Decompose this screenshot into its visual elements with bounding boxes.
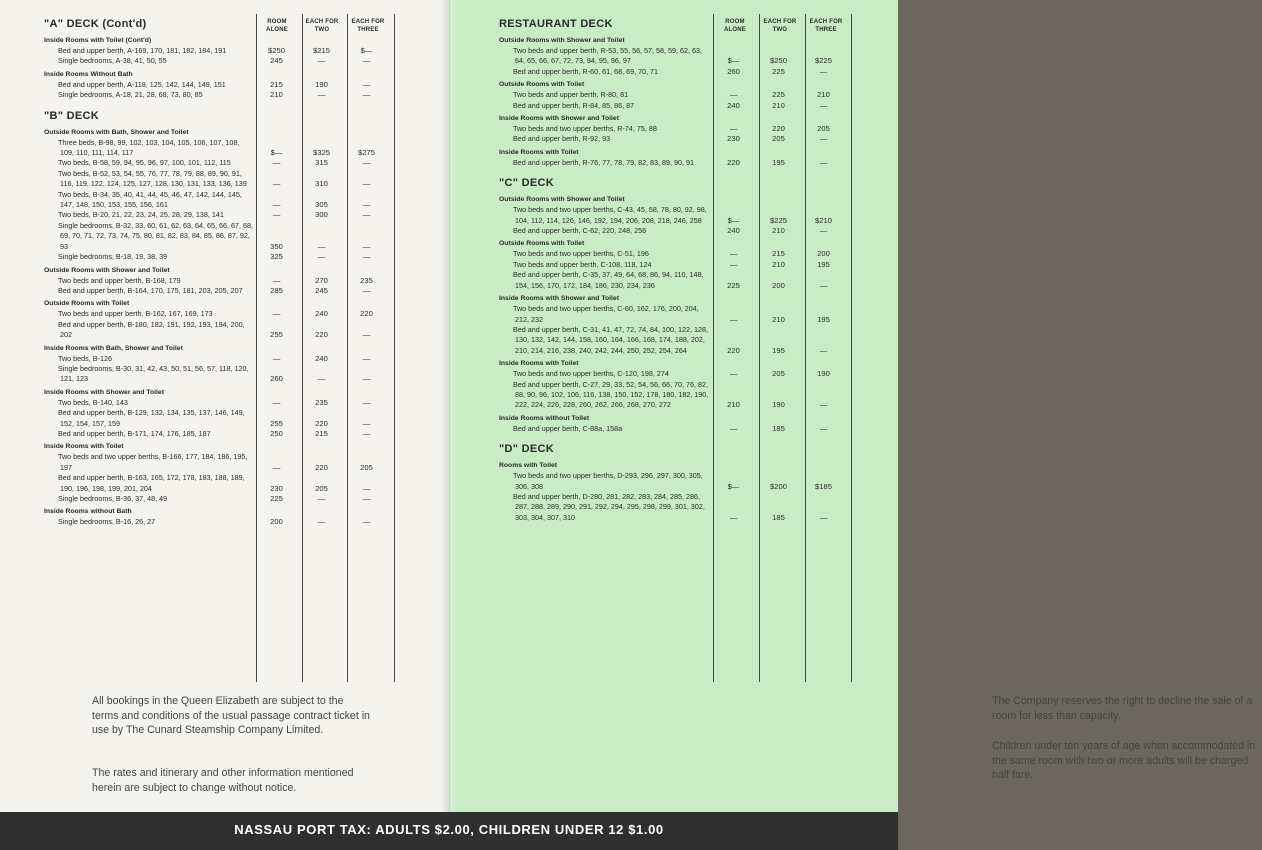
rate-room-alone: 230: [270, 483, 283, 493]
room-description: Single bedrooms, B-32, 33, 60, 61, 62, 63, 64, 65, 66, 67, 68, 69, 70, 71, 72, 73, 74, 75, 80, 81, 82, 83, 84, 85, 86, 87, 92, 93: [58, 220, 253, 251]
room-description: Two beds and upper berth, R-53, 55, 56, 57, 58, 59, 62, 63, 64, 65, 66, 67, 72, 73, 94, 95, 96, 97: [513, 46, 703, 66]
rate-row: [44, 354, 394, 364]
rate-each-for-three: $225: [815, 56, 832, 66]
rate-each-for-two: —: [317, 56, 326, 66]
column-rule: [347, 14, 348, 682]
room-category-heading: Outside Rooms with Toilet: [44, 300, 130, 308]
rate-room-alone: —: [729, 124, 738, 134]
rate-row: [44, 408, 394, 429]
deck-heading: "B" DECK: [44, 109, 99, 122]
rate-each-for-two: $225: [770, 215, 787, 225]
rate-each-for-two: 315: [315, 158, 328, 168]
rate-room-alone: 240: [727, 100, 740, 110]
rate-row: [44, 517, 394, 527]
rate-row: [499, 424, 856, 434]
rate-room-alone: —: [729, 90, 738, 100]
rate-row: [44, 494, 394, 504]
room-description: Two beds and two upper berths, C-51, 196: [513, 249, 649, 259]
rate-each-for-three: —: [362, 428, 371, 438]
column-rule: [805, 14, 806, 682]
room-category-heading: Inside Rooms with Toilet: [44, 443, 124, 451]
rate-row: [44, 190, 394, 211]
room-description: Two beds and two upper berths, D-293, 296, 297, 300, 305, 306, 308: [513, 471, 703, 491]
rate-row: [499, 380, 856, 411]
room-category-heading: Outside Rooms with Toilet: [499, 240, 585, 248]
col-header-each-for-two: EACH FOR TWO: [305, 19, 339, 33]
room-description: Two beds, B-34, 35, 40, 41, 44, 45, 46, 47, 142, 144, 145, 147, 148, 150, 153, 155, 156, 161: [58, 189, 242, 210]
rate-row: [44, 429, 394, 439]
rate-row: [499, 325, 856, 356]
room-description: Two beds and two upper berths, C-60, 162, 176, 200, 204, 212, 232: [513, 304, 699, 324]
rate-room-alone: 210: [270, 90, 283, 100]
col-header-each-for-three: EACH FOR THREE: [809, 19, 843, 33]
column-rule: [851, 14, 852, 682]
room-category-heading: Inside Rooms with Shower and Toilet: [499, 115, 619, 123]
rate-row: [44, 309, 394, 319]
rate-each-for-three: $185: [815, 481, 832, 491]
rate-each-for-three: —: [362, 90, 371, 100]
room-description: Single bedrooms, A-18, 21, 28, 68, 73, 80, 85: [58, 90, 203, 100]
room-category-heading: Inside Rooms without Bath: [44, 508, 132, 516]
rate-room-alone: —: [272, 309, 281, 319]
rate-each-for-three: —: [362, 252, 371, 262]
rate-room-alone: $—: [727, 56, 740, 66]
room-description: Two beds and upper berth, C-108, 118, 124: [513, 259, 652, 269]
room-description: Bed and upper berth, R-76, 77, 78, 79, 82, 83, 89, 90, 91: [513, 157, 695, 167]
rate-each-for-three: 195: [817, 314, 830, 324]
rate-each-for-two: —: [317, 90, 326, 100]
room-description: Bed and upper berth, B-129, 132, 134, 135, 137, 146, 149, 152, 154, 157, 159: [58, 408, 245, 428]
rate-each-for-three: —: [819, 280, 828, 290]
rates-change-note: The rates and itinerary and other information mentioned herein are subject to change without notice.: [92, 767, 354, 794]
rate-each-for-two: 200: [772, 280, 785, 290]
rate-room-alone: 200: [270, 517, 283, 527]
room-category-heading: Outside Rooms with Bath, Shower and Toilet: [44, 128, 189, 136]
rate-room-alone: 220: [727, 345, 740, 355]
rate-row: [499, 369, 856, 379]
deck-heading: RESTAURANT DECK: [499, 18, 613, 30]
rate-room-alone: $—: [727, 481, 740, 491]
deck-heading: "C" DECK: [499, 177, 554, 190]
rate-each-for-three: 205: [360, 462, 373, 472]
rate-each-for-three: —: [362, 241, 371, 251]
rate-each-for-two: 270: [315, 275, 328, 285]
children-fare-note: Children under ten years of age when accommodated in the same room with two or more adults will be charged half fare.: [992, 740, 1256, 781]
rate-room-alone: 350: [270, 241, 283, 251]
room-description: Bed and upper berth, C-62, 220, 248, 256: [513, 226, 647, 236]
rate-room-alone: —: [729, 369, 738, 379]
room-description: Bed and upper berth, R-60, 61, 68, 69, 70, 71: [513, 66, 659, 76]
rate-each-for-two: 220: [315, 418, 328, 428]
rate-each-for-two: $200: [770, 481, 787, 491]
rate-each-for-two: 245: [315, 285, 328, 295]
rate-room-alone: 240: [727, 226, 740, 236]
rate-row: [44, 364, 394, 385]
rate-each-for-two: 215: [315, 428, 328, 438]
rate-room-alone: —: [272, 200, 281, 210]
right-page: [449, 0, 1256, 812]
rate-each-for-three: 210: [817, 90, 830, 100]
rate-each-for-two: 300: [315, 210, 328, 220]
column-rule: [394, 14, 395, 682]
rate-room-alone: 285: [270, 285, 283, 295]
rate-room-alone: —: [729, 423, 738, 433]
rate-each-for-three: —: [362, 483, 371, 493]
rate-row: [44, 398, 394, 408]
rate-room-alone: 250: [270, 428, 283, 438]
col-header-room-alone: ROOM ALONE: [724, 19, 746, 33]
room-category-heading: Inside Rooms with Toilet (Cont'd): [44, 37, 152, 44]
rate-each-for-two: 305: [315, 200, 328, 210]
rate-room-alone: 225: [727, 280, 740, 290]
rate-row: [44, 320, 394, 341]
page-fold: [441, 0, 457, 812]
room-description: Bed and upper berth, A-118, 125, 142, 144, 149, 151: [58, 79, 226, 89]
rate-row: [499, 270, 856, 291]
rate-room-alone: $—: [270, 148, 283, 158]
room-description: Two beds, B-126: [58, 353, 112, 363]
rate-each-for-three: —: [819, 66, 828, 76]
room-description: Two beds and upper berth, B-168, 179: [58, 275, 181, 285]
room-category-heading: Inside Rooms with Shower and Toilet: [44, 388, 164, 396]
rate-row: [44, 169, 394, 190]
col-header-each-for-three: EACH FOR THREE: [351, 19, 385, 33]
rate-each-for-three: —: [362, 494, 371, 503]
rate-room-alone: —: [729, 249, 738, 259]
room-category-heading: Inside Rooms with Bath, Shower and Toilet: [44, 344, 183, 352]
rate-room-alone: 260: [270, 374, 283, 384]
rate-each-for-two: 210: [772, 100, 785, 110]
booking-terms-note: All bookings in the Queen Elizabeth are subject to the terms and conditions of the usual passage contract ticket in use by The Cunard Steamship Company Limited.: [92, 695, 370, 736]
rate-room-alone: —: [272, 353, 281, 363]
rate-row: [44, 452, 394, 473]
rate-room-alone: 210: [727, 400, 740, 410]
rate-row: [499, 90, 856, 100]
room-description: Bed and upper berth, R-92, 93: [513, 134, 611, 144]
left-page: [0, 0, 449, 812]
port-tax-footer: NASSAU PORT TAX: ADULTS $2.00, CHILDREN UNDER 12 $1.00: [0, 812, 898, 850]
room-description: Single bedrooms, B-18, 19, 38, 39: [58, 252, 168, 262]
room-category-heading: Outside Rooms with Shower and Toilet: [499, 196, 625, 204]
right-rate-table: [499, 14, 856, 523]
room-description: Bed and upper berth, A-169, 170, 181, 182, 184, 191: [58, 46, 227, 55]
room-category-heading: Inside Rooms without Toilet: [499, 414, 590, 422]
rate-each-for-three: —: [819, 157, 828, 167]
room-category-heading: Inside Rooms with Toilet: [499, 360, 579, 368]
rate-room-alone: 220: [727, 157, 740, 167]
room-description: Bed and upper berth, C-35, 37, 49, 64, 68, 86, 94, 110, 148, 154, 156, 170, 172, 184, 186, 230, 234, 236: [513, 270, 704, 290]
rate-each-for-two: 220: [772, 124, 785, 134]
room-description: Bed and upper berth, B-180, 182, 191, 192, 193, 194, 200, 202: [58, 319, 245, 340]
rate-room-alone: —: [729, 512, 738, 522]
rate-each-for-two: —: [317, 494, 326, 503]
rate-each-for-two: 210: [772, 226, 785, 236]
rate-each-for-two: 205: [315, 483, 328, 493]
room-description: Bed and upper berth, B-171, 174, 176, 185, 187: [58, 428, 211, 438]
rate-row: [499, 46, 856, 67]
rate-each-for-three: —: [362, 330, 371, 340]
column-rule: [713, 14, 714, 682]
room-category-heading: Outside Rooms with Shower and Toilet: [44, 266, 170, 274]
rate-each-for-three: —: [362, 158, 371, 168]
rate-each-for-two: 210: [772, 259, 785, 269]
rate-each-for-two: 190: [772, 400, 785, 410]
rate-room-alone: —: [272, 210, 281, 220]
room-category-heading: Rooms with Toilet: [499, 462, 558, 470]
rate-room-alone: —: [729, 259, 738, 269]
column-rule: [256, 14, 257, 682]
deck-heading: "D" DECK: [499, 443, 554, 456]
rate-each-for-three: —: [819, 100, 828, 110]
rate-row: [499, 249, 856, 259]
rate-row: [499, 304, 856, 325]
rate-each-for-two: 220: [315, 462, 328, 472]
rate-row: [499, 205, 856, 226]
room-description: Two beds, B-140, 143: [58, 397, 128, 407]
rate-each-for-three: —: [362, 374, 371, 384]
rate-row: [44, 210, 394, 220]
room-description: Two beds and two upper berths, C-120, 198, 274: [513, 369, 669, 379]
rate-row: [499, 124, 856, 134]
rate-row: [499, 492, 856, 523]
rate-row: [44, 286, 394, 296]
room-description: Bed and upper berth, C-31, 41, 47, 72, 74, 84, 100, 122, 128, 130, 132, 142, 144, 158, 160, 164, 166, 168, 174, 188, 202, 210, 214, 216, 238, 240, 242, 244, 250, 252, 254, 264: [513, 324, 709, 355]
rate-each-for-two: 240: [315, 353, 328, 363]
rate-each-for-three: —: [819, 345, 828, 355]
rate-each-for-three: —: [819, 400, 828, 410]
room-description: Two beds and upper berth, B-162, 167, 169, 173: [58, 309, 213, 319]
rate-room-alone: —: [272, 397, 281, 407]
rate-each-for-three: —: [819, 423, 828, 433]
rate-each-for-three: 200: [817, 249, 830, 259]
col-header-each-for-two: EACH FOR TWO: [763, 19, 797, 33]
rate-each-for-two: 235: [315, 397, 328, 407]
room-description: Bed and upper berth, D-280, 281, 282, 283, 284, 285, 286, 287, 288, 289, 290, 291, 292, 294, 295, 298, 299, 301, 302, 303, 304, 307, 310: [513, 491, 705, 522]
room-category-heading: Inside Rooms Without Bath: [44, 70, 133, 78]
rate-each-for-two: 240: [315, 309, 328, 319]
rate-row: [499, 158, 856, 168]
rate-room-alone: $250: [268, 46, 285, 55]
rate-each-for-three: $—: [360, 46, 373, 55]
room-description: Bed and upper berth, C-27, 29, 33, 52, 54, 56, 66, 70, 76, 82, 88, 90, 96, 102, 106, 116, 138, 150, 152, 178, 180, 182, 190, 222, 224, 226, 228, 260, 262, 266, 268, 270, 272: [513, 379, 709, 410]
rate-each-for-three: 195: [817, 259, 830, 269]
rate-each-for-three: $210: [815, 215, 832, 225]
room-description: Single bedrooms, B-30, 31, 42, 43, 50, 51, 56, 57, 118, 120, 121, 123: [58, 363, 249, 384]
rate-row: [499, 226, 856, 236]
room-description: Three beds, B-98, 99, 102, 103, 104, 105, 106, 107, 108, 109, 110, 111, 114, 117: [58, 137, 240, 158]
rate-each-for-two: 310: [315, 179, 328, 189]
capacity-note: The Company reserves the right to decline the sale of a room for less than capacity.: [992, 695, 1253, 722]
rate-each-for-two: 185: [772, 423, 785, 433]
rate-each-for-three: —: [362, 200, 371, 210]
rate-each-for-two: 190: [315, 79, 328, 89]
rate-room-alone: —: [272, 158, 281, 168]
rate-each-for-three: 205: [817, 124, 830, 134]
rate-each-for-two: 185: [772, 512, 785, 522]
room-description: Single bedrooms, A-38, 41, 50, 55: [58, 56, 167, 66]
rate-row: [44, 158, 394, 168]
rate-row: [44, 80, 394, 90]
rate-each-for-two: $215: [313, 46, 330, 55]
left-rate-table: [44, 14, 394, 528]
room-description: Single bedrooms, B-36, 37, 48, 49: [58, 494, 168, 503]
room-description: Bed and upper berth, B-163, 165, 172, 178, 183, 188, 189, 190, 196, 198, 199, 201, 204: [58, 473, 245, 493]
room-description: Two beds, B-58, 59, 94, 95, 96, 97, 100, 101, 112, 115: [58, 158, 231, 168]
room-category-heading: Outside Rooms with Toilet: [499, 81, 585, 89]
right-rows: [499, 17, 856, 523]
rate-room-alone: 325: [270, 252, 283, 262]
rate-room-alone: 230: [727, 134, 740, 144]
rate-row: [499, 101, 856, 111]
rate-each-for-three: —: [362, 56, 371, 66]
rate-each-for-three: —: [362, 79, 371, 89]
room-description: Two beds and two upper berths, R-74, 75, 88: [513, 124, 657, 134]
rate-row: [44, 473, 394, 494]
rate-room-alone: 255: [270, 330, 283, 340]
rate-room-alone: $—: [727, 215, 740, 225]
rate-row: [499, 67, 856, 77]
rate-each-for-three: —: [819, 226, 828, 236]
deck-heading: "A" DECK (Cont'd): [44, 18, 147, 30]
rate-room-alone: —: [272, 179, 281, 189]
room-category-heading: Inside Rooms with Toilet: [499, 148, 579, 156]
rate-each-for-two: —: [317, 517, 326, 527]
rate-each-for-three: —: [362, 517, 371, 527]
room-description: Single bedrooms, B-16, 26, 27: [58, 517, 156, 527]
rate-each-for-two: $325: [313, 148, 330, 158]
rate-room-alone: —: [729, 314, 738, 324]
rate-each-for-three: —: [362, 179, 371, 189]
rate-each-for-two: —: [317, 374, 326, 384]
rate-each-for-two: —: [317, 241, 326, 251]
rate-room-alone: 260: [727, 66, 740, 76]
rate-room-alone: 245: [270, 56, 283, 66]
rate-each-for-three: —: [362, 353, 371, 363]
room-description: Two beds and two upper berths, B-166, 177, 184, 186, 195, 197: [58, 452, 248, 472]
rate-row: [44, 138, 394, 159]
rate-row: [44, 276, 394, 286]
rate-each-for-three: —: [362, 397, 371, 407]
rate-each-for-two: 215: [772, 249, 785, 259]
room-description: Two beds, B-52, 53, 54, 55, 76, 77, 78, 79, 88, 89, 90, 91, 116, 119, 122, 124, 125, 127, 128, 130, 131, 133, 136, 139: [58, 168, 247, 189]
rate-each-for-two: 225: [772, 66, 785, 76]
rate-each-for-three: —: [819, 512, 828, 522]
room-description: Two beds and upper berth, R-80, 81: [513, 90, 629, 100]
rate-room-alone: 255: [270, 418, 283, 428]
room-description: Two beds and two upper berths, C-43, 45, 58, 78, 80, 92, 98, 104, 112, 114, 126, 146, 192, 194, 206, 208, 218, 246, 258: [513, 205, 707, 225]
rate-each-for-three: —: [362, 285, 371, 295]
rate-each-for-three: —: [362, 210, 371, 220]
rate-room-alone: —: [272, 275, 281, 285]
column-rule: [759, 14, 760, 682]
rate-row: [44, 252, 394, 262]
rate-row: [44, 56, 394, 66]
rate-each-for-two: 205: [772, 369, 785, 379]
rate-room-alone: 215: [270, 79, 283, 89]
rate-each-for-three: 190: [817, 369, 830, 379]
room-description: Two beds, B-20, 21, 22, 23, 24, 25, 28, 29, 138, 141: [58, 210, 224, 220]
room-description: Bed and upper berth, B-164, 170, 175, 181, 203, 205, 207: [58, 285, 243, 295]
room-description: Bed and upper berth, R-84, 85, 86, 87: [513, 100, 635, 110]
rate-row: [499, 260, 856, 270]
column-rule: [302, 14, 303, 682]
rate-row: [44, 46, 394, 56]
rate-room-alone: 225: [270, 494, 283, 503]
rate-each-for-three: 235: [360, 275, 373, 285]
col-header-room-alone: ROOM ALONE: [266, 19, 288, 33]
rate-each-for-two: 195: [772, 157, 785, 167]
rate-each-for-two: 195: [772, 345, 785, 355]
left-rows: [44, 17, 394, 528]
rate-each-for-two: 205: [772, 134, 785, 144]
rate-each-for-three: —: [819, 134, 828, 144]
rate-row: [499, 134, 856, 144]
rate-each-for-two: $250: [770, 56, 787, 66]
rate-each-for-two: —: [317, 252, 326, 262]
rate-each-for-three: 220: [360, 309, 373, 319]
rate-each-for-two: 225: [772, 90, 785, 100]
rate-row: [44, 221, 394, 252]
rate-row: [44, 90, 394, 100]
room-description: Bed and upper berth, C-88a, 158a: [513, 423, 623, 433]
rate-each-for-two: 220: [315, 330, 328, 340]
rate-each-for-two: 210: [772, 314, 785, 324]
rate-row: [499, 471, 856, 492]
room-category-heading: Outside Rooms with Shower and Toilet: [499, 37, 625, 44]
room-category-heading: Inside Rooms with Shower and Toilet: [499, 295, 619, 303]
rate-each-for-three: $275: [358, 148, 375, 158]
rate-room-alone: —: [272, 462, 281, 472]
rate-each-for-three: —: [362, 418, 371, 428]
